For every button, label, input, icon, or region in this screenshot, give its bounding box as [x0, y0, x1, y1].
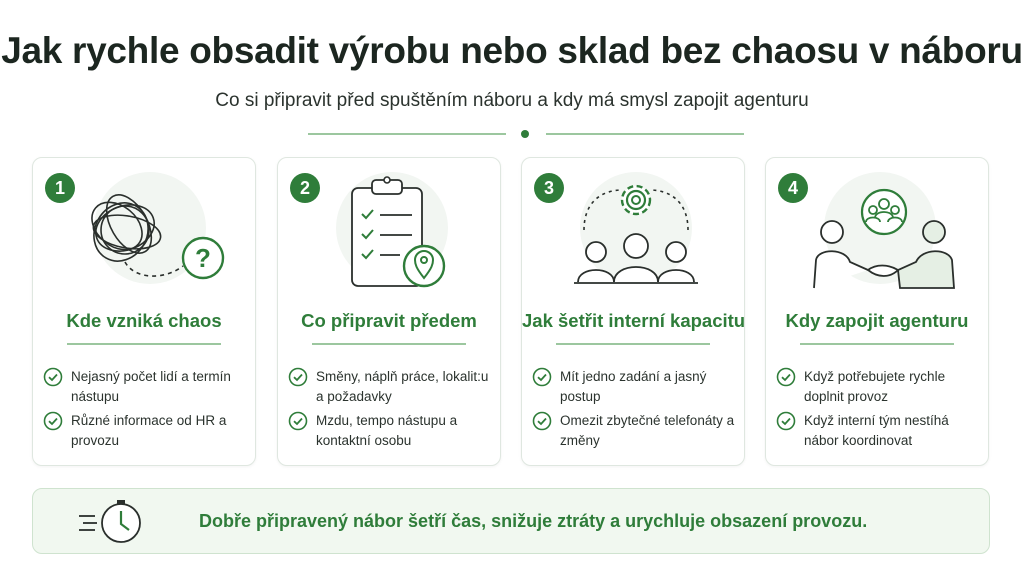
step-number: 2	[290, 173, 320, 203]
checklist-clipboard-location-icon	[300, 170, 480, 300]
card-title: Jak šetřit interní kapacitu	[522, 310, 746, 331]
check-circle-icon	[43, 367, 63, 387]
handshake-team-icon	[788, 170, 968, 300]
check-circle-icon	[776, 411, 796, 431]
step-number: 3	[534, 173, 564, 203]
list-item: Mít jedno zadání a jasný postup	[532, 367, 738, 407]
list-item: Když potřebujete rychle doplnit provoz	[776, 367, 982, 407]
fast-clock-icon	[77, 498, 147, 546]
page-subtitle: Co si připravit před spuštěním náboru a kdy má smysl zapojit agenturu	[215, 90, 809, 111]
tangled-lines-question-icon	[55, 170, 235, 300]
card-capacity	[521, 157, 745, 466]
check-circle-icon	[43, 411, 63, 431]
svg-text:?: ?	[195, 243, 211, 273]
card-title: Co připravit předem	[301, 310, 477, 331]
card-agency	[765, 157, 989, 466]
banner-text: Dobře připravený nábor šetří čas, snižuje ztráty a urychluje obsazení provozu.	[199, 511, 868, 531]
check-circle-icon	[288, 411, 308, 431]
card-chaos	[32, 157, 256, 466]
card-title: Kdy zapojit agenturu	[785, 310, 969, 331]
check-circle-icon	[288, 367, 308, 387]
team-gear-icon	[544, 170, 724, 300]
step-number: 4	[778, 173, 808, 203]
check-circle-icon	[532, 367, 552, 387]
list-item: Mzdu, tempo nástupu a kontaktní osobu	[288, 411, 494, 451]
page-title: Jak rychle obsadit výrobu nebo sklad bez chaosu v náboru	[1, 30, 1023, 71]
step-number: 1	[45, 173, 75, 203]
list-item: Různé informace od HR a provozu	[43, 411, 249, 451]
title-divider	[308, 127, 744, 141]
check-circle-icon	[532, 411, 552, 431]
list-item: Omezit zbytečné telefonáty a změny	[532, 411, 738, 451]
list-item: Nejasný počet lidí a termín nástupu	[43, 367, 249, 407]
list-item: Směny, náplň práce, lokalit:u a požadavky	[288, 367, 494, 407]
card-title: Kde vzniká chaos	[66, 310, 222, 331]
list-item: Když interní tým nestíhá nábor koordinovat	[776, 411, 982, 451]
check-circle-icon	[776, 367, 796, 387]
summary-banner	[32, 488, 990, 554]
card-prepare	[277, 157, 501, 466]
